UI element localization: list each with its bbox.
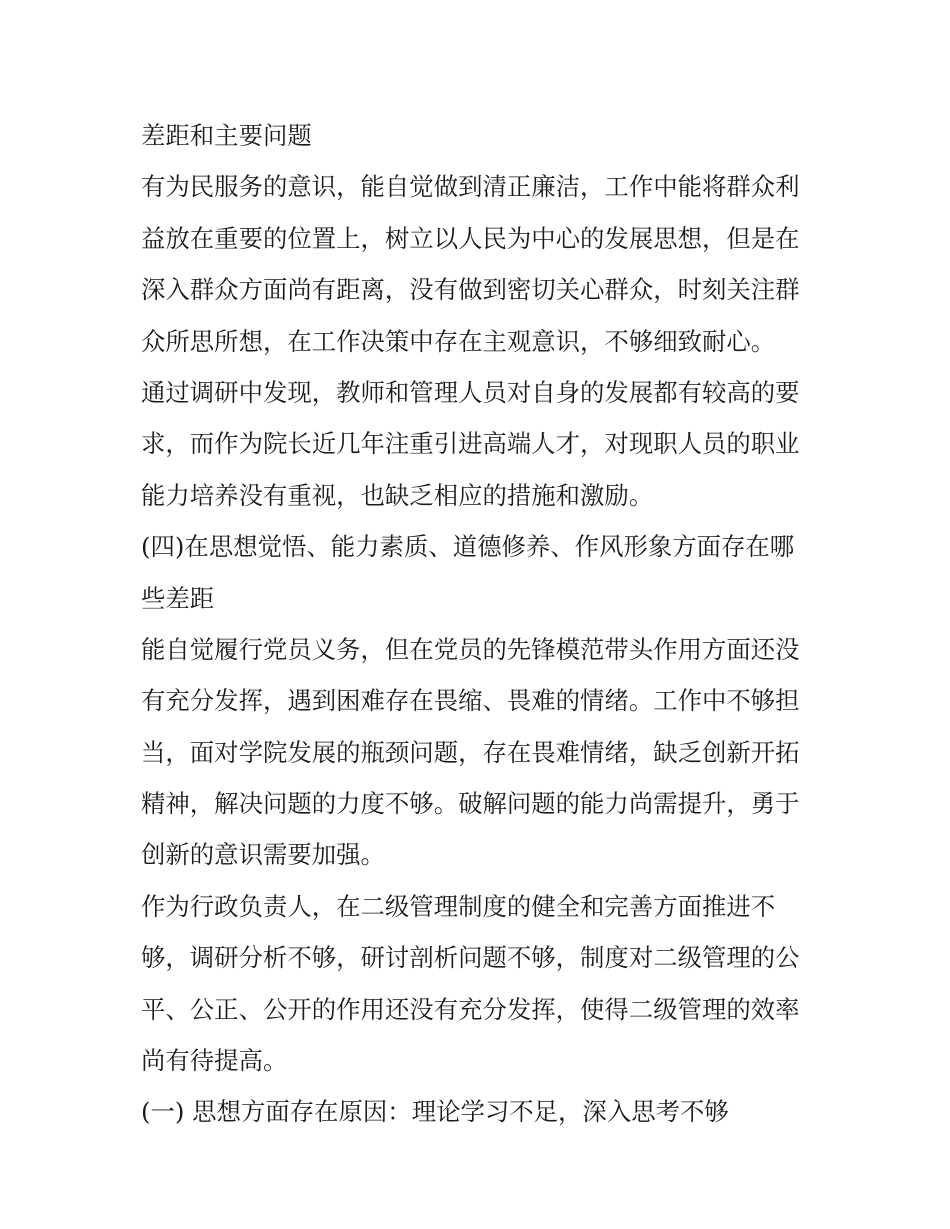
paragraph-line: 有为民服务的意识，能自觉做到清正廉洁，工作中能将群众利 <box>141 172 800 202</box>
paragraph-line: 深入群众方面尚有距离，没有做到密切关心群众，时刻关注群 <box>141 275 800 305</box>
paragraph-line: 能自觉履行党员义务，但在党员的先锋模范带头作用方面还没 <box>141 634 800 664</box>
paragraph-line: 通过调研中发现，教师和管理人员对自身的发展都有较高的要 <box>141 377 800 407</box>
paragraph-line: 有充分发挥，遇到困难存在畏缩、畏难的情绪。工作中不够担 <box>141 686 800 716</box>
paragraph-line: 精神，解决问题的力度不够。破解问题的能力尚需提升，勇于 <box>141 789 800 819</box>
paragraph-line: 益放在重要的位置上，树立以人民为中心的发展思想，但是在 <box>141 223 800 253</box>
paragraph-line: 众所思所想，在工作决策中存在主观意识，不够细致耐心。 <box>141 326 776 356</box>
paragraph-line: 创新的意识需要加强。 <box>141 840 385 870</box>
paragraph-line: 作为行政负责人，在二级管理制度的健全和完善方面推进不 <box>141 891 776 921</box>
document-body <box>141 110 813 1138</box>
paragraph-line: 够，调研分析不够，研讨剖析问题不够，制度对二级管理的公 <box>141 943 800 973</box>
paragraph-line: 能力培养没有重视，也缺乏相应的措施和激励。 <box>141 480 654 510</box>
paragraph-line: 尚有待提高。 <box>141 1046 288 1076</box>
section-heading-four-cont: 些差距 <box>141 583 215 613</box>
paragraph-line: 平、公正、公开的作用还没有充分发挥，使得二级管理的效率 <box>141 994 800 1024</box>
section-heading-one: (一) 思想方面存在原因：理论学习不足，深入思考不够 <box>141 1097 729 1127</box>
paragraph-line: 当，面对学院发展的瓶颈问题，存在畏难情绪，缺乏创新开拓 <box>141 737 800 767</box>
section-heading-gaps: 差距和主要问题 <box>141 121 312 150</box>
section-heading-four: (四)在思想觉悟、能力素质、道德修养、作风形象方面存在哪 <box>141 532 795 562</box>
paragraph-line: 求，而作为院长近几年注重引进高端人才，对现职人员的职业 <box>141 429 800 459</box>
